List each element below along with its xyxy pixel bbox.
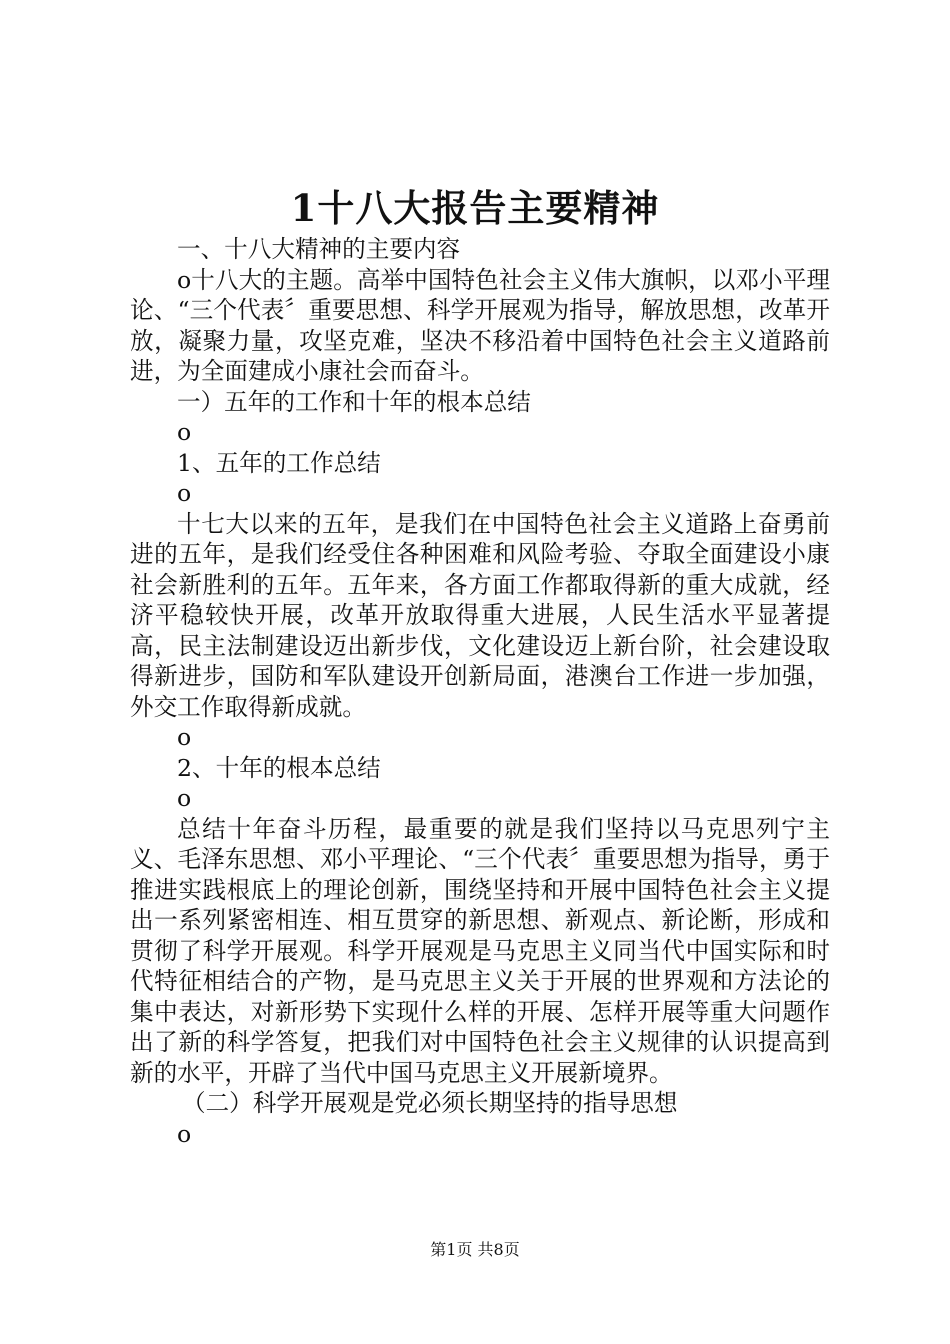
bullet-marker: o (177, 784, 192, 812)
bullet-marker: o (177, 723, 192, 751)
paragraph-theme: o十八大的主题。高举中国特色社会主义伟大旗帜，以邓小平理论、“三个代表〞重要思想、科学开展观为指导，解放思想，改革开放，凝聚力量，攻坚克难，坚决不移沿着中国特色社会主义道路前进，为全面建成小康社会而奋斗。 (130, 265, 830, 385)
item-heading: 2、十年的根本总结 (177, 753, 381, 782)
item-heading: 1、五年的工作总结 (177, 448, 381, 477)
paragraph-five-years: 十七大以来的五年，是我们在中国特色社会主义道路上奋勇前进的五年，是我们经受住各种困难和风险考验、夺取全面建设小康社会新胜利的五年。五年来，各方面工作都取得新的重大成就，经济平稳较快开展，改革开放取得重大进展，人民生活水平显著提高，民主法制建设迈出新步伐，文化建设迈上新台阶，社会建设取得新进步，国防和军队建设开创新局面，港澳台工作进一步加强，外交工作取得新成就。 (130, 509, 830, 721)
section-heading: 一、十八大精神的主要内容 (177, 235, 461, 263)
bullet-marker: o (177, 479, 192, 507)
document-title: 1十八大报告主要精神 (290, 186, 660, 230)
subsection-heading: （二）科学开展观是党必须长期坚持的指导思想 (182, 1089, 678, 1117)
paragraph-ten-years: 总结十年奋斗历程，最重要的就是我们坚持以马克思列宁主义、毛泽东思想、邓小平理论、“三个代表〞重要思想为指导，勇于推进实践根底上的理论创新，围绕坚持和开展中国特色社会主义提出一系列紧密相连、相互贯穿的新思想、新观点、新论断，形成和贯彻了科学开展观。科学开展观是马克思主义同当代中国实际和时代特征相结合的产物，是马克思主义关于开展的世界观和方法论的集中表达，对新形势下实现什么样的开展、怎样开展等重大问题作出了新的科学答复，把我们对中国特色社会主义规律的认识提高到新的水平，开辟了当代中国马克思主义开展新境界。 (130, 814, 830, 1087)
document-body (130, 234, 830, 1149)
subsection-heading: 一）五年的工作和十年的根本总结 (177, 387, 531, 416)
bullet-marker: o (177, 418, 192, 446)
page-footer: 第1页 共8页 (430, 1240, 520, 1259)
bullet-marker: o (177, 1119, 192, 1148)
